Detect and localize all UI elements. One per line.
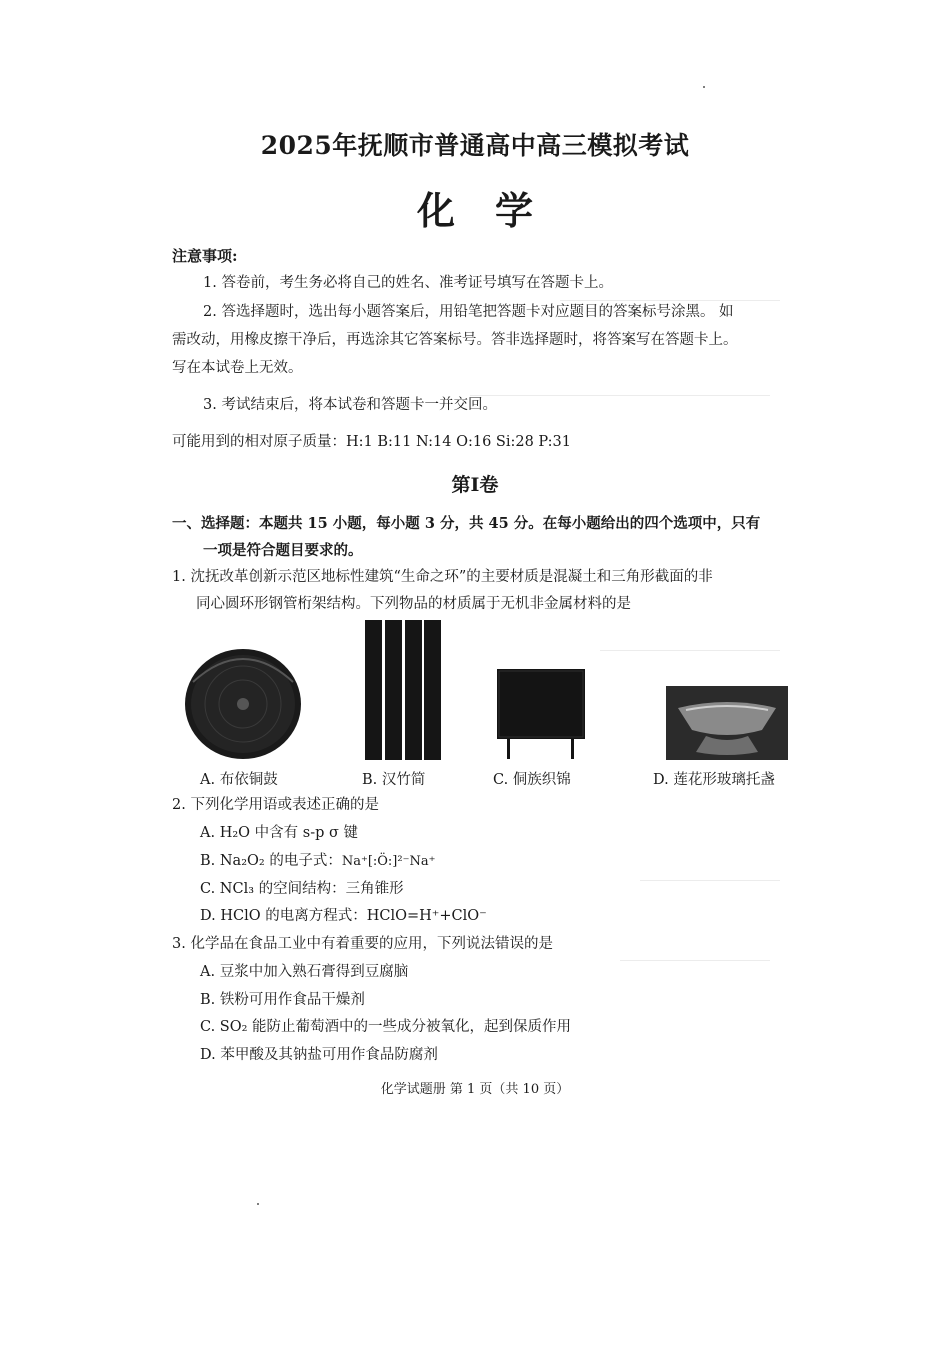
q2-option-b xyxy=(200,851,435,872)
q1-option-c: C. 侗族织锦 xyxy=(493,772,571,788)
q2-option-d: D. HClO 的电离方程式：HClO=H⁺+ClO⁻ xyxy=(200,908,487,924)
q3-option-a: A. 豆浆中加入熟石膏得到豆腐脑 xyxy=(200,964,409,980)
q1-option-a: A. 布依铜鼓 xyxy=(200,772,278,788)
q3-stem: 3. 化学品在食品工业中有着重要的应用，下列说法错误的是 xyxy=(172,936,553,952)
notice-item-3: 3. 考试结束后，将本试卷和答题卡一并交回。 xyxy=(203,397,497,413)
bamboo-slips-image xyxy=(364,620,442,760)
notice-heading: 注意事项: xyxy=(172,247,238,265)
exam-title: 2025年抚顺市普通高中高三模拟考试 xyxy=(260,131,690,160)
q3-option-b: B. 铁粉可用作食品干燥剂 xyxy=(200,992,365,1008)
speck xyxy=(703,86,705,88)
q2-stem: 2. 下列化学用语或表述正确的是 xyxy=(172,797,379,813)
q1-option-b: B. 汉竹简 xyxy=(362,772,426,788)
notice-item-1: 1. 答卷前，考生务必将自己的姓名、准考证号填写在答题卡上。 xyxy=(203,275,613,291)
bronze-drum-image xyxy=(183,642,303,760)
q1-stem-line-2: 同心圆环形钢管桁架结构。下列物品的材质属于无机非金属材料的是 xyxy=(196,596,631,612)
brocade-image xyxy=(497,669,587,760)
section-title: 第Ⅰ卷 xyxy=(451,474,499,496)
q3-option-c: C. SO₂ 能防止葡萄酒中的一些成分被氧化，起到保质作用 xyxy=(200,1019,572,1035)
q2-option-a: A. H₂O 中含有 s-p σ 键 xyxy=(200,825,358,841)
q2-option-c: C. NCl₃ 的空间结构：三角锥形 xyxy=(200,881,404,897)
speck xyxy=(257,1203,259,1205)
notice-item-2-line-3: 写在本试卷上无效。 xyxy=(172,360,303,376)
q1-stem-line-1: 1. 沈抚改革创新示范区地标性建筑“生命之环”的主要材质是混凝土和三角形截面的非 xyxy=(172,569,713,585)
na2o2-electron-formula: Na⁺[:Ö:]²⁻Na⁺ xyxy=(341,854,436,869)
section-instructions-line-1: 一、选择题：本题共 15 小题，每小题 3 分，共 45 分。在每小题给出的四个选项中，只有 xyxy=(172,515,761,532)
subject-title: 化学 xyxy=(416,188,573,233)
section-instructions-line-2: 一项是符合题目要求的。 xyxy=(203,542,363,559)
q2-option-b-text: B. Na₂O₂ 的电子式： xyxy=(200,853,342,869)
atomic-masses: 可能用到的相对原子质量：H:1 B:11 N:14 O:16 Si:28 P:31 xyxy=(172,434,572,450)
glass-cup-image xyxy=(666,686,788,760)
q3-option-d: D. 苯甲酸及其钠盐可用作食品防腐剂 xyxy=(200,1047,438,1063)
q1-option-d: D. 莲花形玻璃托盏 xyxy=(653,772,775,788)
page-footer: 化学试题册 第 1 页（共 10 页） xyxy=(380,1082,570,1097)
notice-item-2-line-2: 需改动，用橡皮擦干净后，再选涂其它答案标号。答非选择题时，将答案写在答题卡上。 xyxy=(172,332,738,348)
notice-item-2-line-1: 2. 答选择题时，选出每小题答案后，用铅笔把答题卡对应题目的答案标号涂黑。 如 xyxy=(203,304,734,320)
